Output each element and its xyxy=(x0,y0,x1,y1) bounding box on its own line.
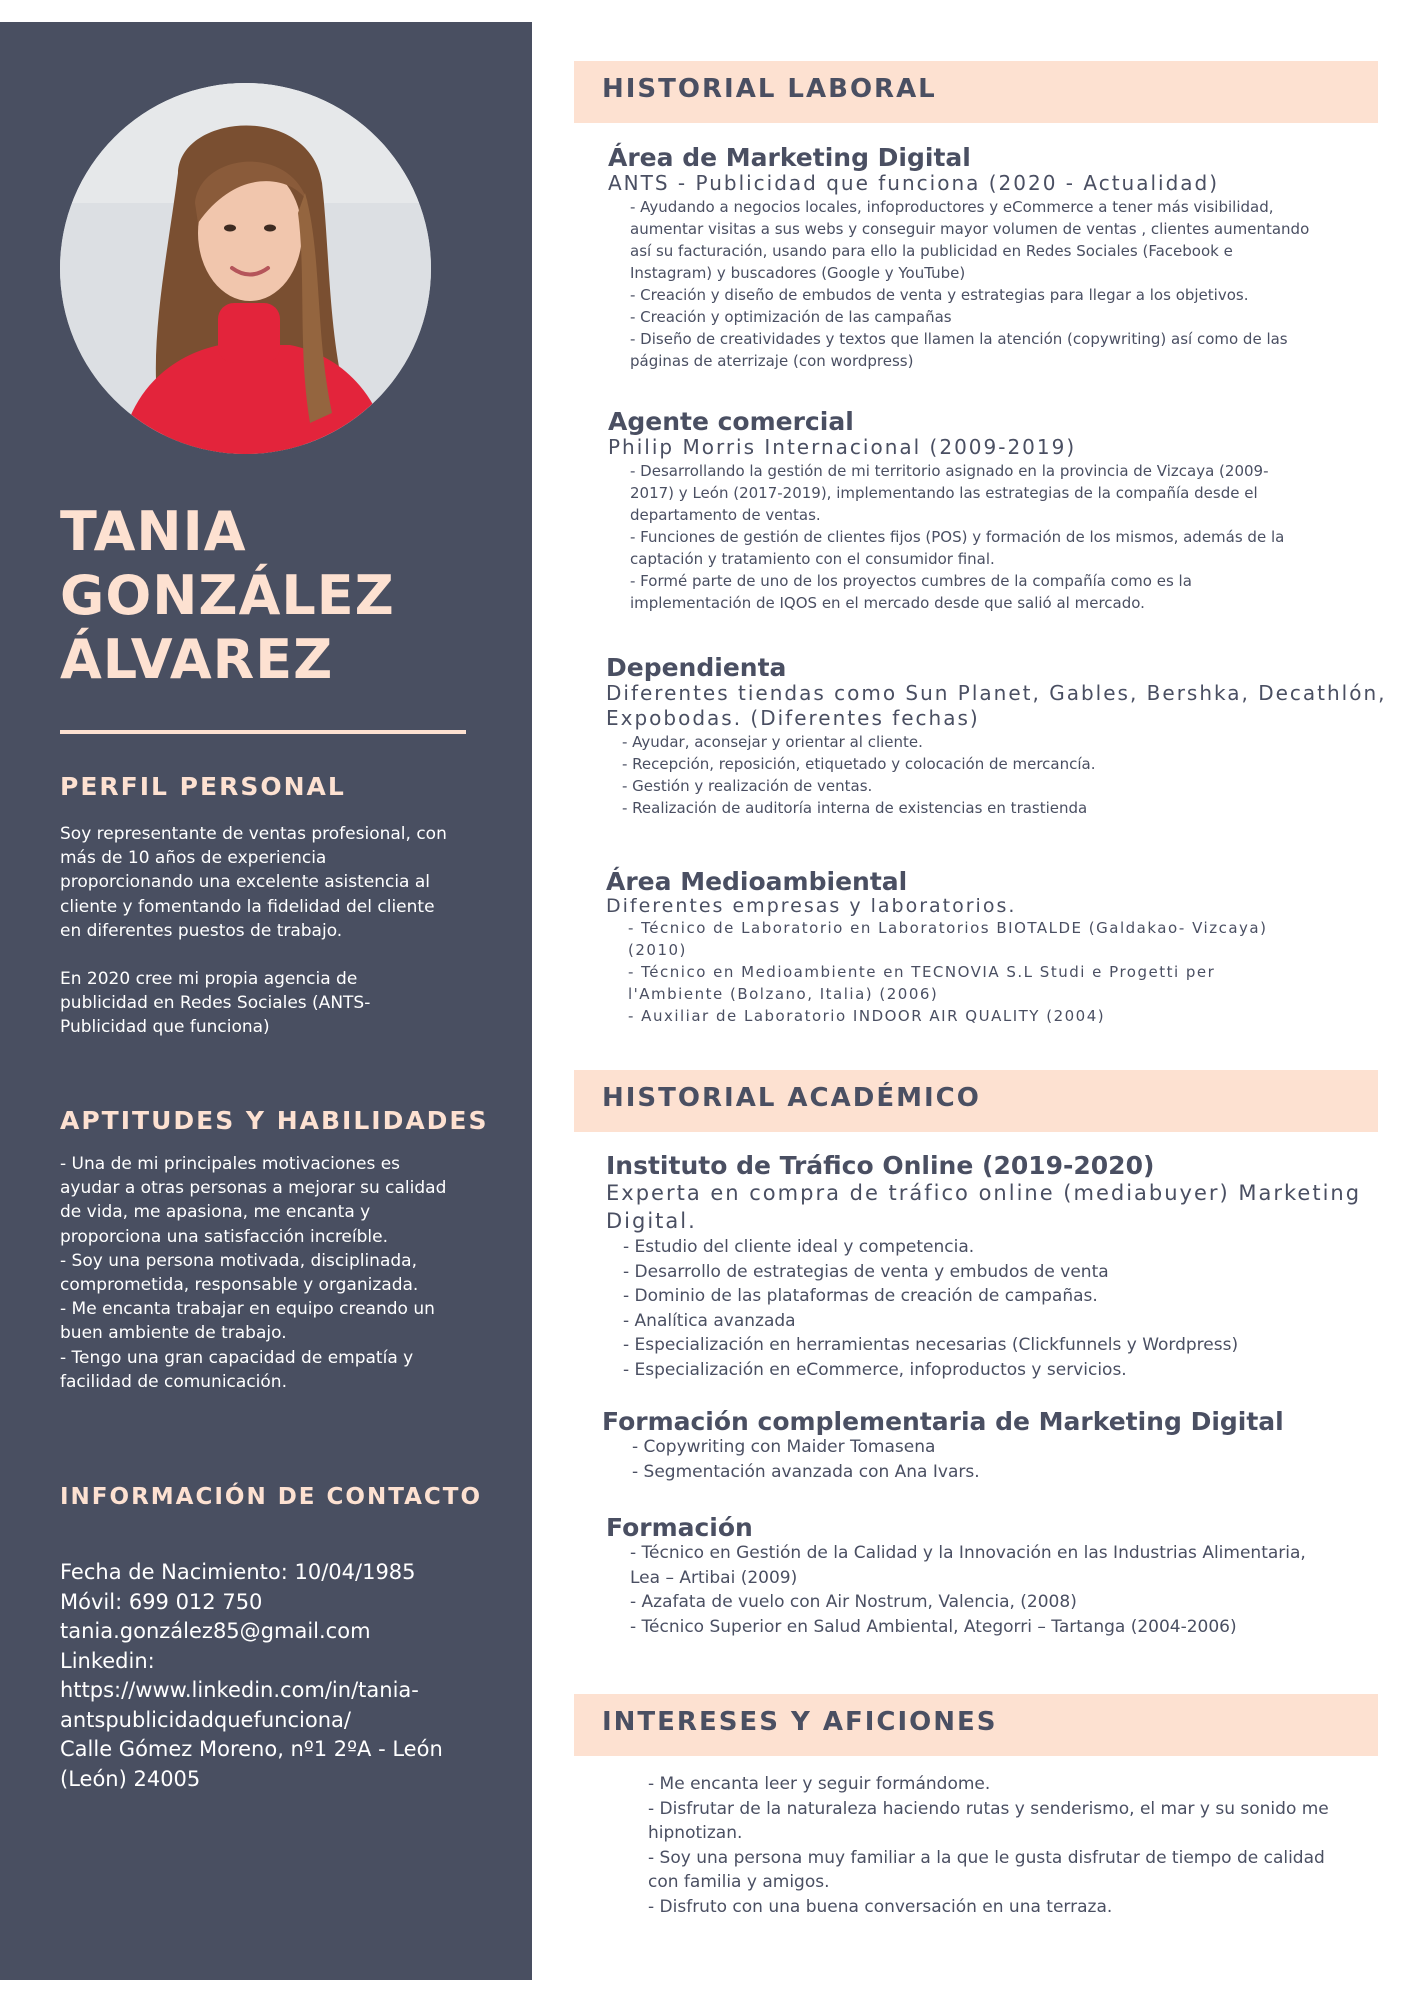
duty-line: Instagram) y buscadores (Google y YouTube) xyxy=(630,264,966,282)
duty-line: implementación de IQOS en el mercado desde que salió al mercado. xyxy=(630,594,1145,612)
duty-line: - Creación y diseño de embudos de venta y estrategias para llegar a los objetivos. xyxy=(630,286,1249,304)
duty-line: - Realización de auditoría interna de existencias en trastienda xyxy=(622,799,1088,817)
education-title: Formación xyxy=(606,1513,753,1542)
name-first: TANIA xyxy=(60,500,247,563)
duty-line: - Formé parte de uno de los proyectos cumbres de la compañía como es la xyxy=(630,572,1192,590)
profile-photo xyxy=(60,83,431,454)
interest-line: con familia y amigos. xyxy=(648,1872,830,1892)
contact-birthdate: Fecha de Nacimiento: 10/04/1985 xyxy=(60,1560,416,1584)
name-surname-1: GONZÁLEZ xyxy=(60,564,395,627)
interests-list xyxy=(648,1772,1368,1919)
duty-line: - Gestión y realización de ventas. xyxy=(622,777,873,795)
interest-line: - Soy una persona muy familiar a la que le gusta disfrutar de tiempo de calidad xyxy=(648,1847,1325,1868)
duty-line: l'Ambiente (Bolzano, Italia) (2006) xyxy=(628,985,939,1003)
duty-line: - Ayudando a negocios locales, infoproductores y eCommerce a tener más visibilidad, xyxy=(630,198,1274,216)
work-role: Área de Marketing Digital xyxy=(608,143,971,172)
duty-line: departamento de ventas. xyxy=(630,506,821,524)
skills-line: - Una de mi principales motivaciones es xyxy=(60,1154,401,1174)
duty-line: páginas de aterrizaje (con wordpress) xyxy=(630,352,914,370)
work-role: Área Medioambiental xyxy=(606,867,908,896)
education-topics xyxy=(606,1235,1396,1382)
skills-line: facilidad de comunicación. xyxy=(60,1371,287,1392)
interest-line: - Me encanta leer y seguir formándome. xyxy=(648,1774,991,1794)
topic-line: - Azafata de vuelo con Air Nostrum, Valencia, (2008) xyxy=(630,1592,1077,1612)
topic-line: - Técnico Superior en Salud Ambiental, Ategorri – Tartanga (2004-2006) xyxy=(630,1616,1237,1637)
contact-details xyxy=(60,1558,490,1794)
education-subtitle-cont: Digital. xyxy=(606,1209,697,1233)
profile-text xyxy=(60,822,480,1040)
duty-line: así su facturación, usando para ello la publicidad en Redes Sociales (Facebook e xyxy=(630,242,1233,260)
contact-address-cont: (León) 24005 xyxy=(60,1766,201,1791)
education-entry-training xyxy=(606,1514,1396,1639)
topic-line: Lea – Artibai (2009) xyxy=(630,1567,798,1588)
duty-line: - Diseño de creatividades y textos que llamen la atención (copywriting) así como de las xyxy=(630,330,1288,348)
duty-line: - Ayudar, aconsejar y orientar al cliente. xyxy=(622,733,923,751)
work-history-heading: HISTORIAL LABORAL xyxy=(602,74,937,104)
work-company: ANTS - Publicidad que funciona (2020 - Actualidad) xyxy=(608,171,1220,195)
work-company: Diferentes tiendas como Sun Planet, Gables, Bershka, Decathlón, xyxy=(606,681,1387,705)
person-name xyxy=(60,500,500,692)
skills-line: - Me encanta trabajar en equipo creando un xyxy=(60,1299,435,1320)
topic-line: - Segmentación avanzada con Ana Ivars. xyxy=(632,1461,980,1482)
work-entry-marketing xyxy=(608,144,1398,372)
education-entry-complementary xyxy=(602,1408,1392,1484)
contact-linkedin-url-cont: antspublicidadquefunciona/ xyxy=(60,1707,351,1732)
contact-phone: Móvil: 699 012 750 xyxy=(60,1589,263,1614)
skills-heading: APTITUDES Y HABILIDADES xyxy=(60,1106,489,1135)
profile-line: Publicidad que funciona) xyxy=(60,1017,270,1038)
contact-heading: INFORMACIÓN DE CONTACTO xyxy=(60,1484,483,1510)
profile-line: cliente y fomentando la fidelidad del cliente xyxy=(60,896,435,917)
name-divider xyxy=(60,730,466,734)
work-company: Philip Morris Internacional (2009-2019) xyxy=(608,435,1077,459)
work-duties xyxy=(606,731,1396,819)
duty-line: - Técnico en Medioambiente en TECNOVIA S.L Studi e Progetti per xyxy=(628,963,1216,981)
duty-line: - Desarrollando la gestión de mi territorio asignado en la provincia de Vizcaya (2009- xyxy=(630,462,1269,480)
topic-line: - Desarrollo de estrategias de venta y embudos de venta xyxy=(623,1261,1109,1282)
contact-address: Calle Gómez Moreno, nº1 2ºA - León xyxy=(60,1737,443,1761)
interest-line: - Disfrutar de la naturaleza haciendo rutas y senderismo, el mar y su sonido me xyxy=(648,1798,1329,1819)
topic-line: - Copywriting con Maider Tomasena xyxy=(632,1437,936,1457)
skills-line: comprometida, responsable y organizada. xyxy=(60,1275,419,1296)
work-duties xyxy=(608,196,1398,372)
academic-history-heading: HISTORIAL ACADÉMICO xyxy=(602,1083,981,1113)
work-entry-sales-agent xyxy=(608,408,1398,614)
skills-line: - Tengo una gran capacidad de empatía y xyxy=(60,1347,414,1368)
skills-line: de vida, me apasiona, me encanta y xyxy=(60,1202,371,1223)
duty-line: captación y tratamiento con el consumidor final. xyxy=(630,550,995,568)
skills-line: buen ambiente de trabajo. xyxy=(60,1323,287,1344)
work-entry-shop-assistant xyxy=(606,654,1396,819)
profile-line: proporcionando una excelente asistencia al xyxy=(60,872,431,893)
interest-line: - Disfruto con una buena conversación en una terraza. xyxy=(648,1896,1113,1917)
contact-email: tania.gonzález85@gmail.com xyxy=(60,1619,371,1643)
work-company: Diferentes empresas y laboratorios. xyxy=(606,895,1017,917)
work-duties xyxy=(608,460,1398,614)
interests-band xyxy=(574,1694,1378,1756)
profile-heading: PERFIL PERSONAL xyxy=(60,772,346,801)
topic-line: - Especialización en eCommerce, infoproductos y servicios. xyxy=(623,1359,1127,1380)
duty-line: - Creación y optimización de las campañas xyxy=(630,308,952,326)
duty-line: - Funciones de gestión de clientes fijos (POS) y formación de los mismos, además de la xyxy=(630,528,1285,546)
education-title: Instituto de Tráfico Online (2019-2020) xyxy=(606,1151,1155,1180)
duty-line: 2017) y León (2017-2019), implementando las estrategias de la compañía desde el xyxy=(630,484,1258,502)
topic-line: - Analítica avanzada xyxy=(623,1310,796,1331)
education-topics xyxy=(606,1541,1396,1639)
sidebar xyxy=(0,22,532,1980)
interest-line: hipnotizan. xyxy=(648,1823,743,1843)
work-role: Agente comercial xyxy=(608,407,854,436)
interests-heading: INTERESES Y AFICIONES xyxy=(602,1707,998,1737)
duty-line: (2010) xyxy=(628,941,687,959)
duty-line: - Auxiliar de Laboratorio INDOOR AIR QUALITY (2004) xyxy=(628,1007,1106,1025)
profile-line: Soy representante de ventas profesional, con xyxy=(60,824,447,844)
name-surname-2: ÁLVAREZ xyxy=(60,628,334,691)
work-company-cont: Expobodas. (Diferentes fechas) xyxy=(606,706,980,730)
education-entry-traffic xyxy=(606,1152,1396,1382)
profile-line: en diferentes puestos de trabajo. xyxy=(60,920,343,941)
topic-line: - Estudio del cliente ideal y competencia. xyxy=(623,1237,975,1257)
work-history-band xyxy=(574,61,1378,123)
education-subtitle: Experta en compra de tráfico online (mediabuyer) Marketing xyxy=(606,1181,1362,1205)
duty-line: aumentar visitas a sus webs y conseguir mayor volumen de ventas , clientes aumentando xyxy=(630,220,1310,238)
topic-line: - Especialización en herramientas necesarias (Clickfunnels y Wordpress) xyxy=(623,1335,1239,1355)
skills-line: ayudar a otras personas a mejorar su calidad xyxy=(60,1178,447,1199)
education-title: Formación complementaria de Marketing Digital xyxy=(602,1407,1284,1436)
work-duties xyxy=(606,917,1396,1027)
skills-line: proporciona una satisfacción increíble. xyxy=(60,1226,388,1247)
work-role: Dependienta xyxy=(606,653,787,682)
profile-line: En 2020 cree mi propia agencia de xyxy=(60,969,358,990)
skills-line: - Soy una persona motivada, disciplinada, xyxy=(60,1250,417,1271)
duty-line: - Técnico de Laboratorio en Laboratorios BIOTALDE (Galdakao- Vizcaya) xyxy=(628,919,1268,937)
skills-text xyxy=(60,1152,480,1394)
contact-linkedin-url: https://www.linkedin.com/in/tania- xyxy=(60,1678,419,1702)
profile-photo-image xyxy=(60,83,431,454)
topic-line: - Dominio de las plataformas de creación de campañas. xyxy=(623,1286,1098,1306)
contact-linkedin-label: Linkedin: xyxy=(60,1648,155,1673)
work-entry-environment xyxy=(606,868,1396,1027)
academic-history-band xyxy=(574,1070,1378,1132)
profile-line: más de 10 años de experiencia xyxy=(60,848,327,869)
education-topics xyxy=(602,1435,1392,1484)
topic-line: - Técnico en Gestión de la Calidad y la Innovación en las Industrias Alimentaria, xyxy=(630,1543,1306,1563)
profile-line: publicidad en Redes Sociales (ANTS- xyxy=(60,993,371,1014)
duty-line: - Recepción, reposición, etiquetado y colocación de mercancía. xyxy=(622,755,1096,773)
